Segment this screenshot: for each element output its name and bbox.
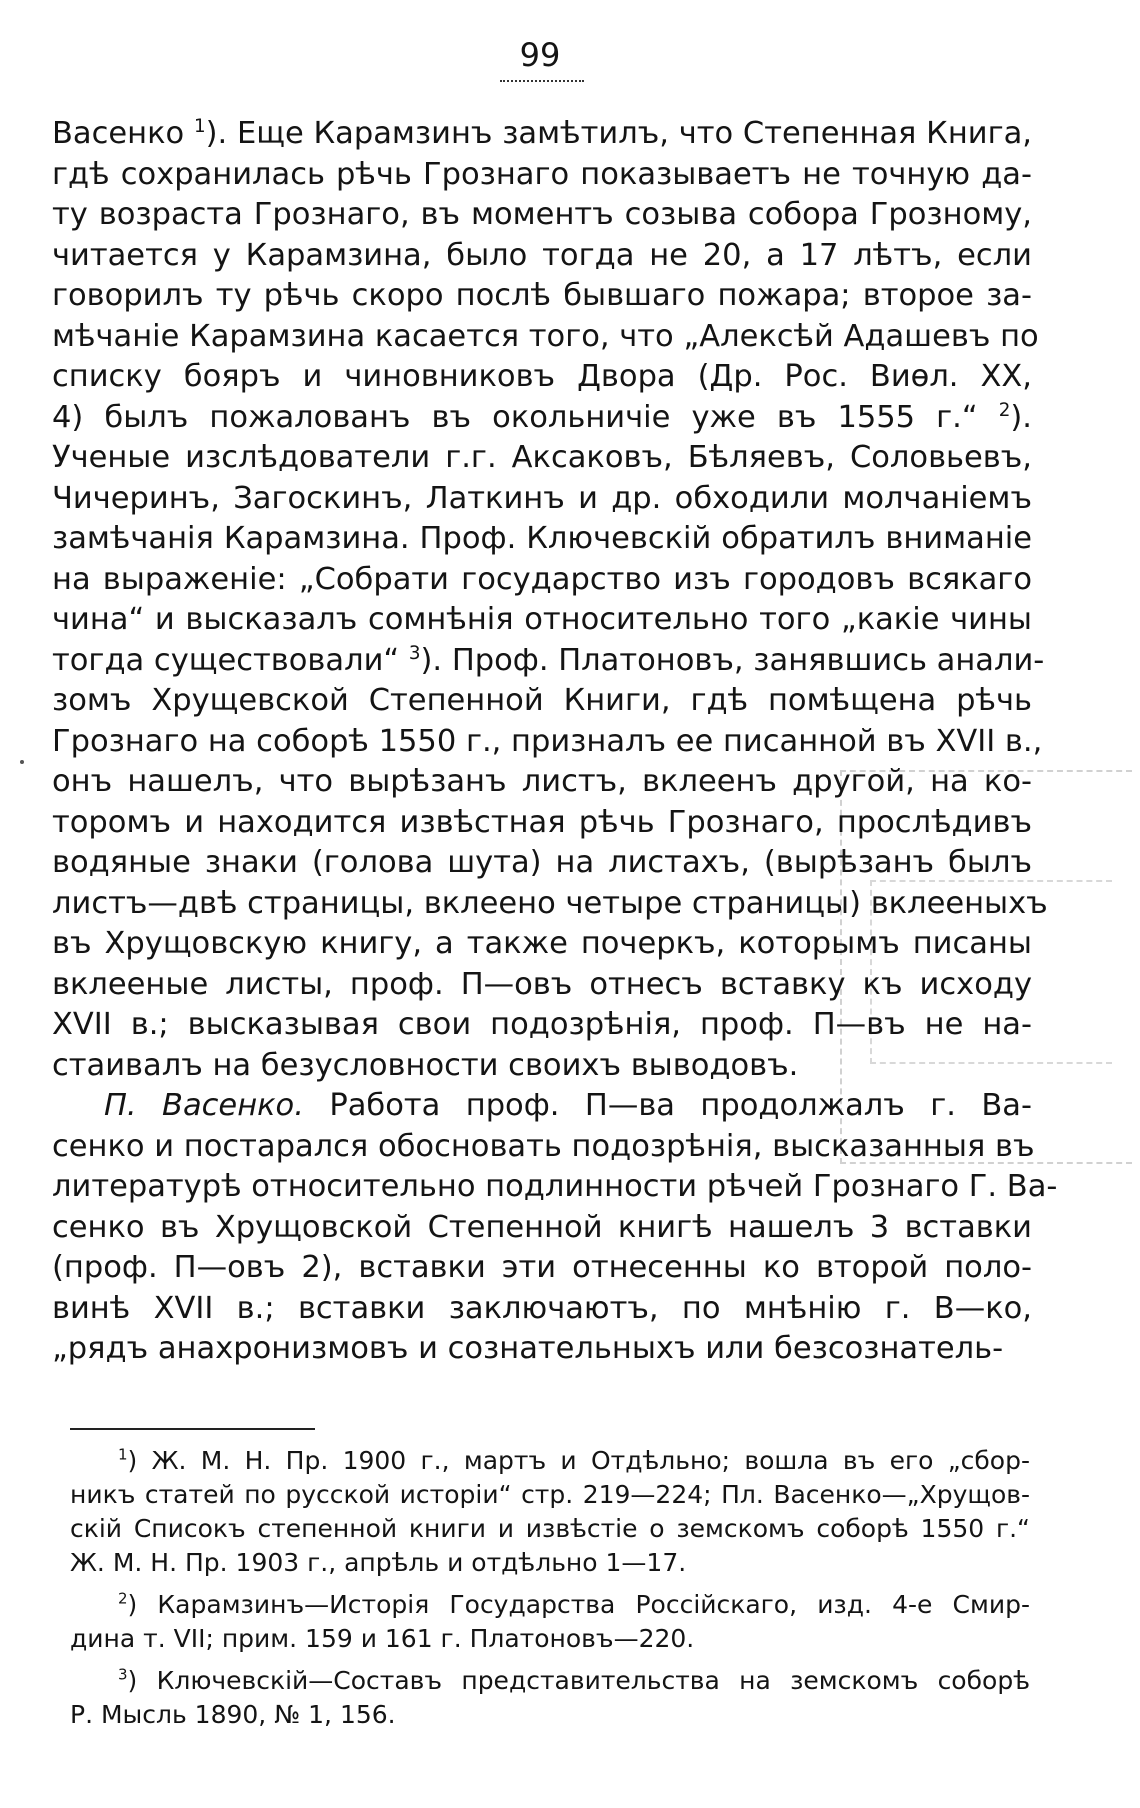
footnote-text: Р. Мысль 1890, № 1, 156. (70, 1700, 396, 1729)
text-line (52, 438, 1032, 479)
text-segment: вклееные листы, проф. П—овъ отнесъ вставку къ исходу (52, 966, 1032, 1002)
footnote-text: ) Ж. М. Н. Пр. 1900 г., мартъ и Отдѣльно; вошла въ его „сбор- (127, 1446, 1030, 1475)
text-segment: ). Проф. Платоновъ, занявшись анали- (420, 642, 1045, 678)
text-line (52, 519, 1032, 560)
text-line (52, 155, 1032, 196)
text-line (52, 803, 1032, 844)
text-segment: Васенко (52, 116, 194, 151)
footnotes (70, 1444, 1030, 1732)
footnote-gap (70, 1580, 1030, 1588)
footnote-reference: 1 (193, 115, 206, 137)
text-line (52, 965, 1032, 1006)
text-segment: списку бояръ и чиновниковъ Двора (Др. Рос. Виѳл. XX, (52, 359, 1032, 394)
footnote-line (70, 1478, 1030, 1512)
text-segment: стаивалъ на безусловности своихъ выводовъ. (52, 1047, 799, 1083)
text-line: винѣ XVII в.; вставки заключаютъ, по мнѣнію г. В—ко, (52, 1290, 1032, 1326)
text-line (52, 114, 1032, 155)
footnote-line (70, 1444, 1030, 1478)
footnote-separator (70, 1428, 315, 1430)
footnote-line (70, 1622, 1030, 1656)
text-segment: торомъ и находится извѣстная рѣчь Грознаго, прослѣдивъ (52, 804, 1032, 840)
footnote-reference: 2 (998, 399, 1011, 421)
text-segment: онъ нашелъ, что вырѣзанъ листъ, вклеенъ другой, на ко- (52, 764, 1032, 799)
text-line (52, 843, 1032, 884)
footnote-text: скій Списокъ степенной книги и извѣстіе о земскомъ соборѣ 1550 г.“ (70, 1514, 1030, 1543)
text-line (52, 317, 1039, 358)
text-segment: въ Хрущовскую книгу, а также почеркъ, которымъ писаны (52, 926, 1032, 961)
footnote-marker: 1 (118, 1445, 128, 1464)
text-segment: листъ—двѣ страницы, вклеено четыре страницы) вклееныхъ (52, 885, 1048, 921)
text-line (52, 398, 1032, 439)
text-segment: мѣчаніе Карамзина касается того, что „Алексѣй Адашевъ по (52, 318, 1039, 354)
text-line (52, 641, 1045, 682)
text-line (52, 762, 1032, 803)
page-number: 99 (519, 36, 561, 74)
footnote-text: Ж. М. Н. Пр. 1903 г., апрѣль и отдѣльно 1—17. (70, 1548, 687, 1577)
paragraph-1 (52, 114, 1048, 1086)
footnote-marker: 2 (118, 1589, 128, 1608)
text-segment: замѣчанія Карамзина. Проф. Ключевскій обратилъ вниманіе (52, 521, 1032, 556)
body-text (52, 114, 1058, 1370)
text-line (52, 600, 1032, 641)
footnote-line (70, 1698, 1030, 1732)
text-line (52, 195, 1032, 236)
paragraph-2-first-line-text: Работа проф. П—ва продолжалъ г. Ва- (303, 1088, 1032, 1123)
text-line (52, 1046, 1032, 1087)
text-line: „рядъ анахронизмовъ и сознательныхъ или безсознатель- (52, 1331, 1004, 1366)
text-line: сенко въ Хрущовской Степенной книгѣ нашелъ 3 вставки (52, 1209, 1032, 1245)
text-segment: ). (1010, 399, 1032, 435)
footnote-text: ) Ключевскій—Составъ представительства на земскомъ соборѣ (127, 1666, 1030, 1695)
text-segment: гдѣ сохранилась рѣчь Грознаго показываетъ не точную да- (52, 156, 1032, 192)
text-line: литературѣ относительно подлинности рѣчей Грознаго Г. Ва- (52, 1169, 1058, 1204)
text-line (52, 722, 1043, 763)
text-line: сенко и постарался обосновать подозрѣнія, высказанныя въ (52, 1128, 1035, 1164)
footnote-marker: 3 (118, 1665, 128, 1684)
text-segment: зомъ Хрущевской Степенной Книги, гдѣ помѣщена рѣчь (52, 683, 1032, 718)
text-line (52, 479, 1032, 520)
print-speck (20, 760, 24, 764)
footnote-reference: 3 (408, 642, 421, 664)
footnote-line (70, 1588, 1030, 1622)
page-number-underline (500, 80, 584, 82)
text-line (52, 357, 1032, 398)
text-line (52, 924, 1032, 965)
text-segment: на выраженіе: „Собрати государство изъ городовъ всякаго (52, 561, 1032, 597)
footnote-text: ) Карамзинъ—Исторія Государства Россійскаго, изд. 4-е Смир- (127, 1590, 1030, 1619)
text-segment: ту возраста Грознаго, въ моментъ созыва собора Грозному, (52, 197, 1032, 232)
text-line (52, 1005, 1032, 1046)
text-segment: Ученые изслѣдователи г.г. Аксаковъ, Бѣляевъ, Соловьевъ, (52, 440, 1032, 475)
footnote-line (70, 1664, 1030, 1698)
text-segment: XVII в.; высказывая свои подозрѣнія, проф. П—въ не на- (52, 1007, 1032, 1042)
footnote-text: дина т. VII; прим. 159 и 161 г. Платоновъ—220. (70, 1624, 695, 1653)
text-line (52, 681, 1032, 722)
text-segment: ). Еще Карамзинъ замѣтилъ, что Степенная Книга, (205, 116, 1032, 151)
text-segment: водяные знаки (голова шута) на листахъ, (вырѣзанъ былъ (52, 845, 1032, 880)
text-segment: Грознаго на соборѣ 1550 г., призналъ ее писанной въ XVII в., (52, 723, 1043, 759)
text-line (52, 276, 1032, 317)
footnote-gap (70, 1656, 1030, 1664)
text-segment: говорилъ ту рѣчь скоро послѣ бывшаго пожара; второе за- (52, 278, 1032, 313)
text-segment: Чичеринъ, Загоскинъ, Латкинъ и др. обходили молчаніемъ (52, 480, 1032, 516)
footnote-text: никъ статей по русской исторіи“ стр. 219—224; Пл. Васенко—„Хрущов- (70, 1480, 1030, 1509)
text-segment: тогда существовали“ (52, 642, 409, 678)
author-name: П. Васенко. (104, 1088, 304, 1123)
text-segment: чина“ и высказалъ сомнѣнія относительно того „какіе чины (52, 602, 1032, 637)
text-segment: 4) былъ пожалованъ въ окольничіе уже въ 1555 г.“ (52, 399, 999, 435)
text-line (52, 884, 1048, 925)
text-line (52, 560, 1032, 601)
paragraph-2 (52, 1086, 1058, 1370)
text-segment: читается у Карамзина, было тогда не 20, а 17 лѣтъ, если (52, 237, 1032, 273)
footnote-line (70, 1512, 1030, 1546)
text-line: (проф. П—овъ 2), вставки эти отнесенны ко второй поло- (52, 1250, 1032, 1285)
paragraph-2-first-line (52, 1086, 1032, 1127)
footnote-line (70, 1546, 1030, 1580)
text-line (52, 236, 1032, 277)
